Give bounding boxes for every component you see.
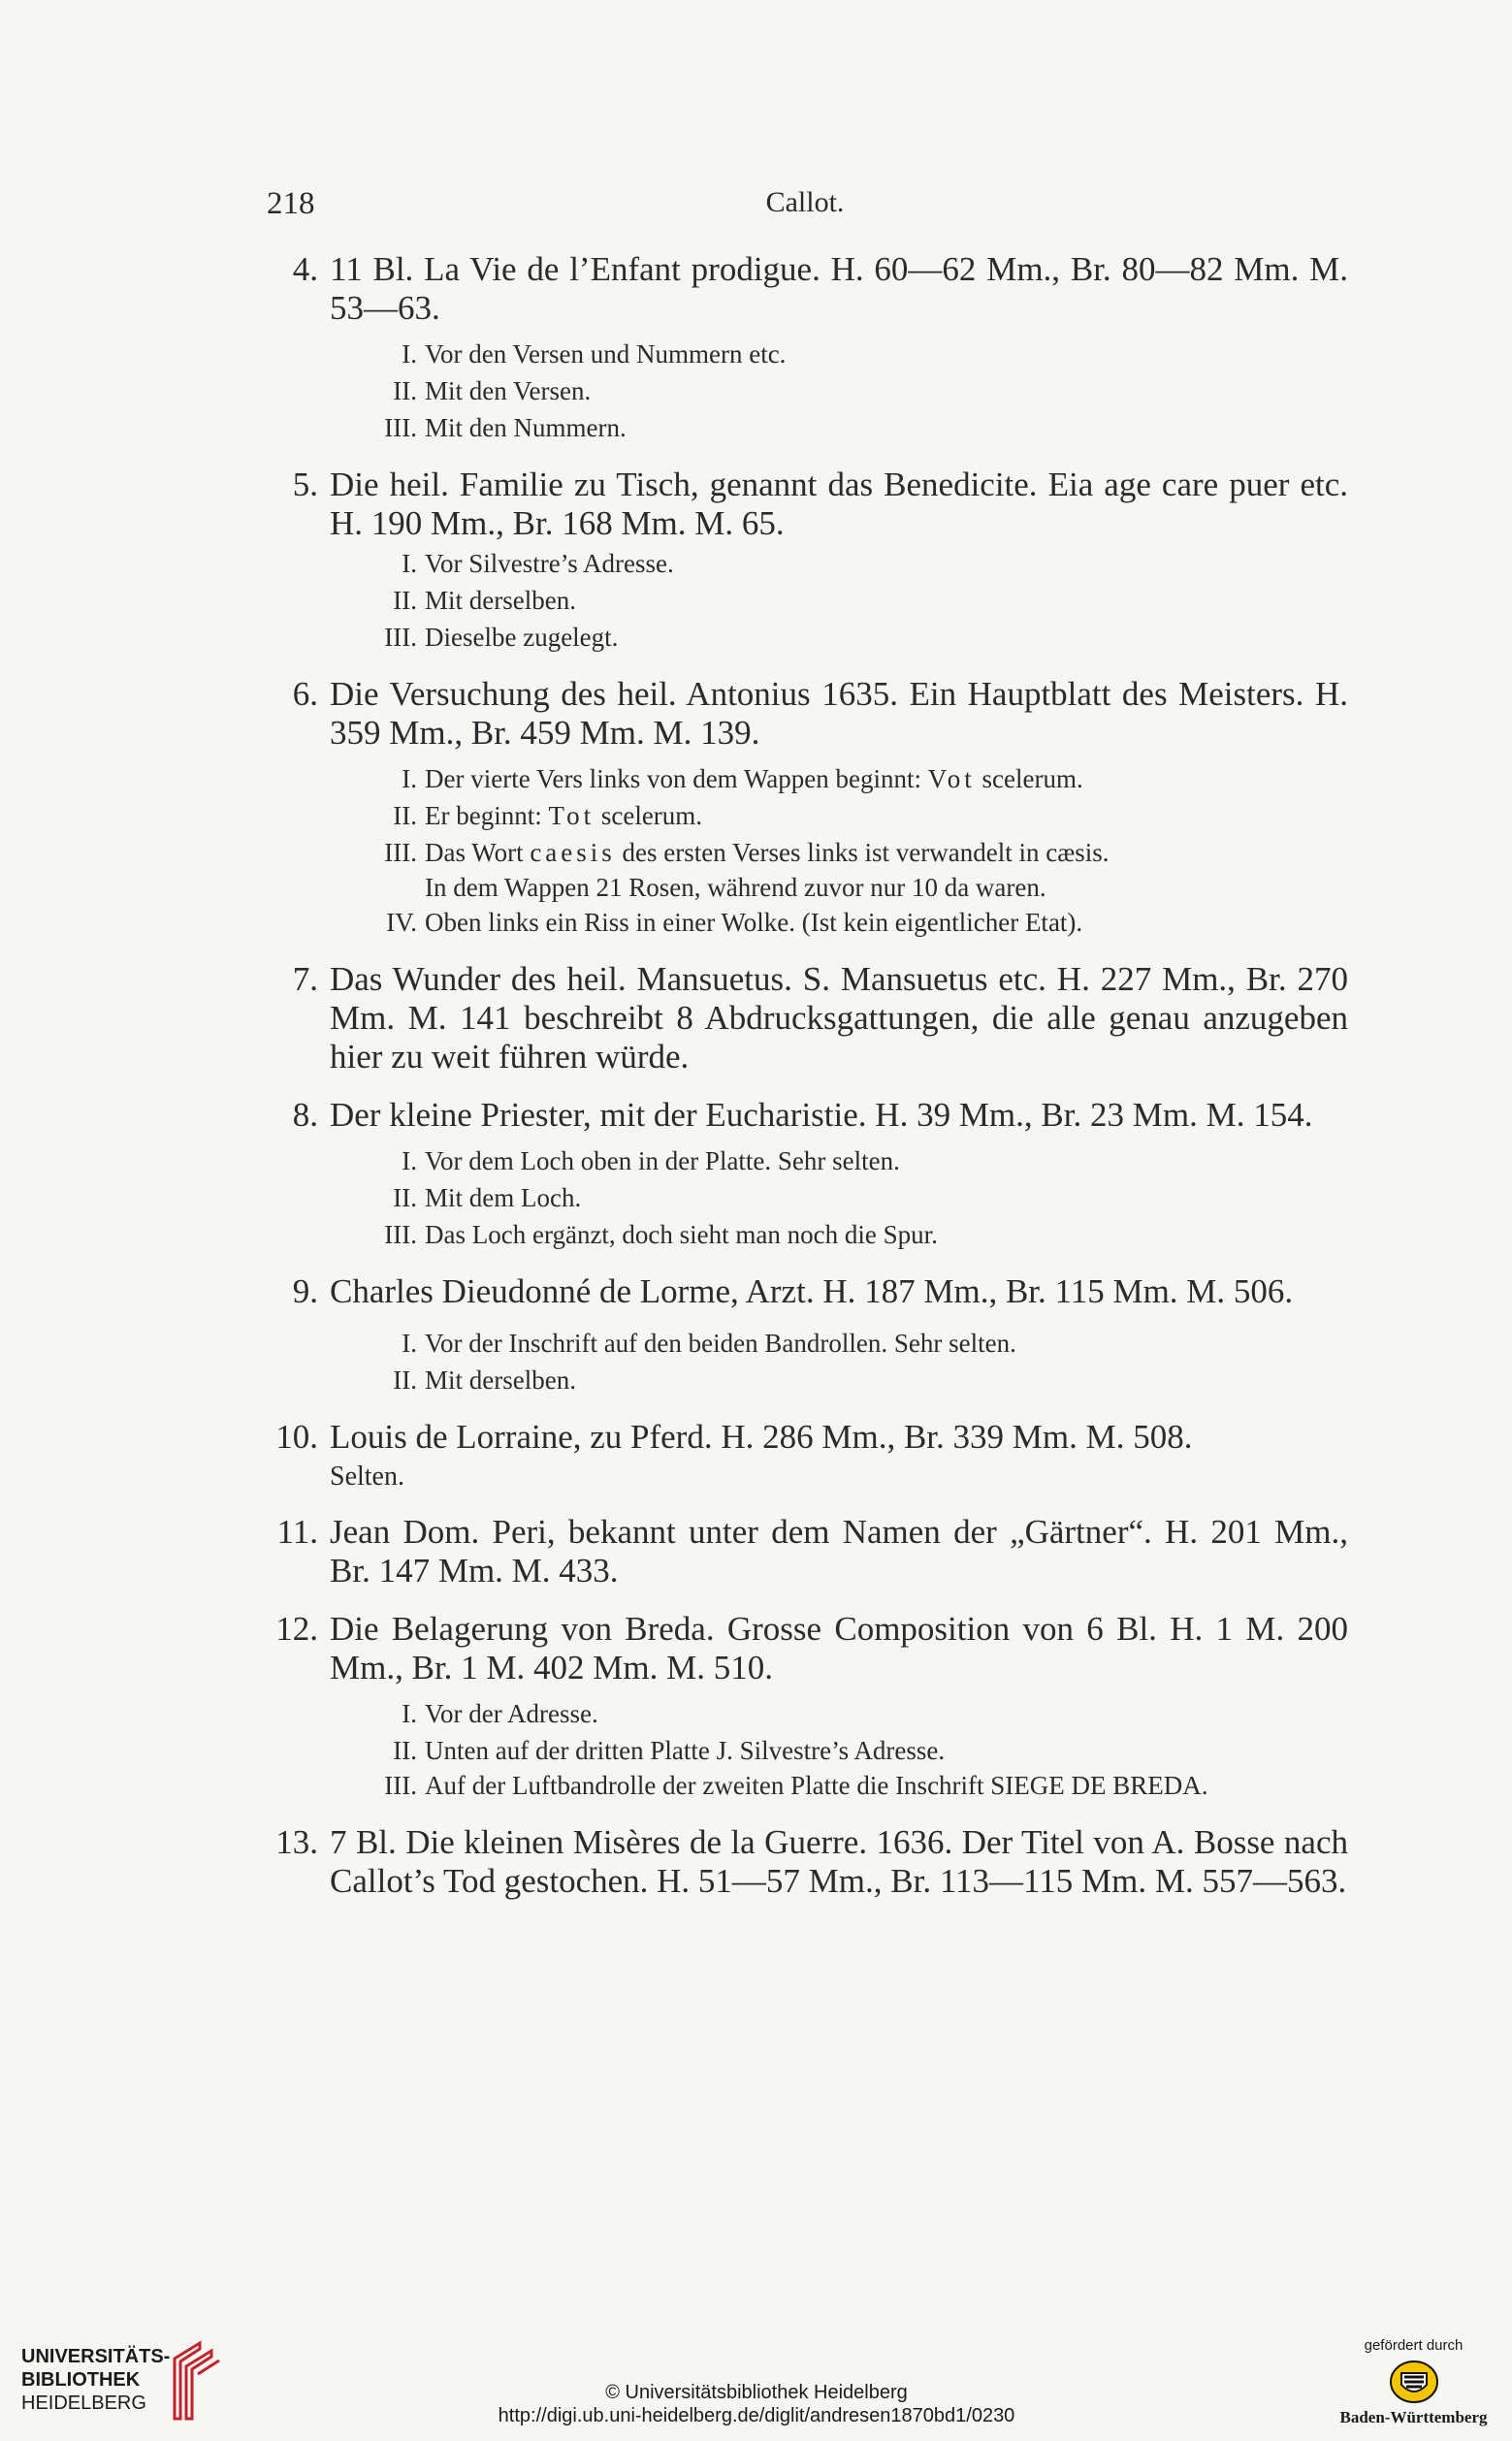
state-list bbox=[330, 1142, 1348, 1253]
state-number: II. bbox=[393, 586, 417, 615]
state-text: Mit derselben. bbox=[425, 586, 576, 615]
state-item bbox=[330, 1142, 1348, 1179]
state-item bbox=[330, 834, 1348, 904]
catalogue-entry bbox=[252, 1096, 1348, 1253]
state-text-after: des ersten Verses links ist verwandelt in cæsis. bbox=[615, 838, 1110, 867]
state-text: Vor den Versen und Nummern etc. bbox=[425, 339, 787, 369]
state-text-spaced: Tot bbox=[548, 801, 595, 830]
entry-number: 4. bbox=[292, 250, 318, 288]
entry-text: Die Belagerung von Breda. Grosse Composition von 6 Bl. H. 1 M. 200 Mm., Br. 1 M. 402 Mm. M. 510. bbox=[330, 1610, 1348, 1686]
catalogue-entry bbox=[252, 1272, 1348, 1398]
state-item bbox=[330, 1732, 1348, 1769]
state-list bbox=[330, 1695, 1348, 1802]
state-item bbox=[330, 545, 1348, 582]
state-text: Mit dem Loch. bbox=[425, 1183, 582, 1212]
entry-number: 10. bbox=[275, 1418, 318, 1456]
entry-text: Jean Dom. Peri, bekannt unter dem Namen der „Gärtner“. H. 201 Mm., Br. 147 Mm. M. 433. bbox=[330, 1513, 1348, 1590]
state-text: Mit derselben. bbox=[425, 1365, 576, 1395]
state-item bbox=[330, 1216, 1348, 1253]
state-text: Unten auf der dritten Platte J. Silvestre’s Adresse. bbox=[425, 1736, 946, 1765]
state-name: Baden-Württemberg bbox=[1339, 2408, 1488, 2426]
entry-number: 11. bbox=[276, 1513, 318, 1551]
state-number: I. bbox=[402, 339, 417, 369]
state-text: Vor der Adresse. bbox=[425, 1699, 598, 1728]
copyright-text: © Universitätsbibliothek Heidelberg bbox=[605, 2382, 908, 2403]
state-number: III. bbox=[384, 1771, 417, 1800]
state-text: Auf der Luftbandrolle der zweiten Platte die Inschrift SIEGE DE BREDA. bbox=[425, 1771, 1208, 1800]
state-number: I. bbox=[402, 549, 417, 578]
state-text: Mit den Nummern. bbox=[425, 413, 627, 442]
state-number: IV. bbox=[386, 908, 417, 937]
entry-text: Die Versuchung des heil. Antonius 1635. Ein Hauptblatt des Meisters. H. 359 Mm., Br. 459 Mm. M. 139. bbox=[330, 675, 1348, 752]
library-logo-text bbox=[21, 2345, 170, 2415]
state-list bbox=[330, 545, 1348, 656]
state-text-after: scelerum. bbox=[595, 801, 703, 830]
state-text-spaced: caesis bbox=[530, 838, 616, 867]
entry-text: 7 Bl. Die kleinen Misères de la Guerre. 1636. Der Titel von A. Bosse nach Callot’s Tod gestochen. H. 51—57 Mm., Br. 113—115 Mm. M. 557—563. bbox=[330, 1823, 1348, 1900]
entry-text: Louis de Lorraine, zu Pferd. H. 286 Mm., Br. 339 Mm. M. 508. bbox=[330, 1418, 1193, 1456]
state-number: III. bbox=[384, 413, 417, 442]
state-text: Dieselbe zugelegt. bbox=[425, 623, 619, 652]
state-item bbox=[330, 1362, 1348, 1398]
state-number: III. bbox=[384, 623, 417, 652]
state-number: III. bbox=[384, 1220, 417, 1249]
state-list bbox=[330, 760, 1348, 941]
entry-number: 7. bbox=[292, 960, 318, 998]
catalogue-entry bbox=[252, 250, 1348, 446]
state-list bbox=[330, 336, 1348, 446]
catalogue-entry bbox=[252, 466, 1348, 656]
state-text-before: Er beginnt: bbox=[425, 801, 549, 830]
catalogue-entry bbox=[252, 1610, 1348, 1802]
state-item bbox=[330, 760, 1348, 797]
state-number: II. bbox=[393, 1736, 417, 1765]
entry-number: 12. bbox=[275, 1610, 318, 1648]
state-text-before: Das Wort bbox=[425, 838, 531, 867]
state-number: I. bbox=[402, 1329, 417, 1358]
catalogue-entry bbox=[252, 1513, 1348, 1590]
state-list bbox=[330, 1325, 1348, 1398]
library-emblem-icon bbox=[167, 2337, 225, 2425]
state-item bbox=[330, 1695, 1348, 1732]
state-item bbox=[330, 619, 1348, 656]
state-text: Vor dem Loch oben in der Platte. Sehr selten. bbox=[425, 1146, 900, 1175]
state-text-before: Der vierte Vers links von dem Wappen beginnt: bbox=[425, 764, 928, 793]
catalogue-entry bbox=[252, 1418, 1348, 1494]
state-item bbox=[330, 1179, 1348, 1216]
state-item bbox=[330, 797, 1348, 834]
state-number: II. bbox=[393, 376, 417, 405]
page-number: 218 bbox=[267, 186, 315, 221]
state-text: Vor Silvestre’s Adresse. bbox=[425, 549, 674, 578]
source-url[interactable]: http://digi.ub.uni-heidelberg.de/diglit/andresen1870bd1/0230 bbox=[498, 2405, 1015, 2426]
funded-by-text: gefördert durch bbox=[1364, 2337, 1464, 2354]
entry-text: 11 Bl. La Vie de l’Enfant prodigue. H. 60—62 Mm., Br. 80—82 Mm. M. 53—63. bbox=[330, 250, 1348, 327]
state-item bbox=[330, 372, 1348, 409]
state-item bbox=[330, 1769, 1348, 1802]
state-text: Mit den Versen. bbox=[425, 376, 592, 405]
state-item bbox=[330, 1325, 1348, 1362]
state-number: II. bbox=[393, 1183, 417, 1212]
state-item bbox=[330, 904, 1348, 941]
entry-number: 8. bbox=[292, 1096, 318, 1134]
state-number: I. bbox=[402, 764, 417, 793]
state-number: II. bbox=[393, 801, 417, 830]
catalogue-entries bbox=[252, 250, 1348, 1901]
logo-line-2: BIBLIOTHEK bbox=[21, 2369, 141, 2391]
state-continuation: In dem Wappen 21 Rosen, während zuvor nur 10 da waren. bbox=[425, 873, 1046, 902]
catalogue-entry bbox=[252, 1823, 1348, 1901]
entry-text: Charles Dieudonné de Lorme, Arzt. H. 187 Mm., Br. 115 Mm. M. 506. bbox=[330, 1272, 1294, 1310]
entry-number: 9. bbox=[292, 1272, 318, 1310]
entry-text: Das Wunder des heil. Mansuetus. S. Mansuetus etc. H. 227 Mm., Br. 270 Mm. M. 141 beschreibt 8 Abdrucksgattungen, die alle genau anzugeben hier zu weit führen würde. bbox=[330, 960, 1348, 1076]
entry-number: 13. bbox=[275, 1823, 318, 1861]
catalogue-entry bbox=[252, 960, 1348, 1076]
footer-credits bbox=[369, 2381, 1144, 2427]
state-item bbox=[330, 582, 1348, 619]
logo-line-3: HEIDELBERG bbox=[21, 2393, 146, 2414]
state-item bbox=[330, 336, 1348, 372]
state-crest-icon bbox=[1389, 2360, 1439, 2404]
entry-number: 5. bbox=[292, 466, 318, 503]
funding-credit bbox=[1329, 2337, 1498, 2434]
state-number: I. bbox=[402, 1146, 417, 1175]
page-header bbox=[267, 186, 1343, 229]
entry-note: Selten. bbox=[330, 1461, 404, 1492]
entry-text: Der kleine Priester, mit der Eucharistie. H. 39 Mm., Br. 23 Mm. M. 154. bbox=[330, 1096, 1313, 1134]
logo-line-1: UNIVERSITÄTS- bbox=[21, 2346, 171, 2367]
state-text-after: scelerum. bbox=[975, 764, 1083, 793]
entry-number: 6. bbox=[292, 675, 318, 713]
entry-text: Die heil. Familie zu Tisch, genannt das Benedicite. Eia age care puer etc. H. 190 Mm., Br. 168 Mm. M. 65. bbox=[330, 466, 1348, 542]
state-number: II. bbox=[393, 1365, 417, 1395]
state-text: Das Loch ergänzt, doch sieht man noch die Spur. bbox=[425, 1220, 938, 1249]
state-text: Vor der Inschrift auf den beiden Bandrollen. Sehr selten. bbox=[425, 1329, 1016, 1358]
running-title: Callot. bbox=[765, 186, 845, 218]
state-item bbox=[330, 409, 1348, 446]
state-text: Oben links ein Riss in einer Wolke. (Ist kein eigentlicher Etat). bbox=[425, 908, 1083, 937]
library-logo bbox=[21, 2337, 225, 2425]
state-number: I. bbox=[402, 1699, 417, 1728]
state-text-spaced: Vot bbox=[927, 764, 976, 793]
catalogue-entry bbox=[252, 675, 1348, 941]
state-number: III. bbox=[384, 838, 417, 867]
